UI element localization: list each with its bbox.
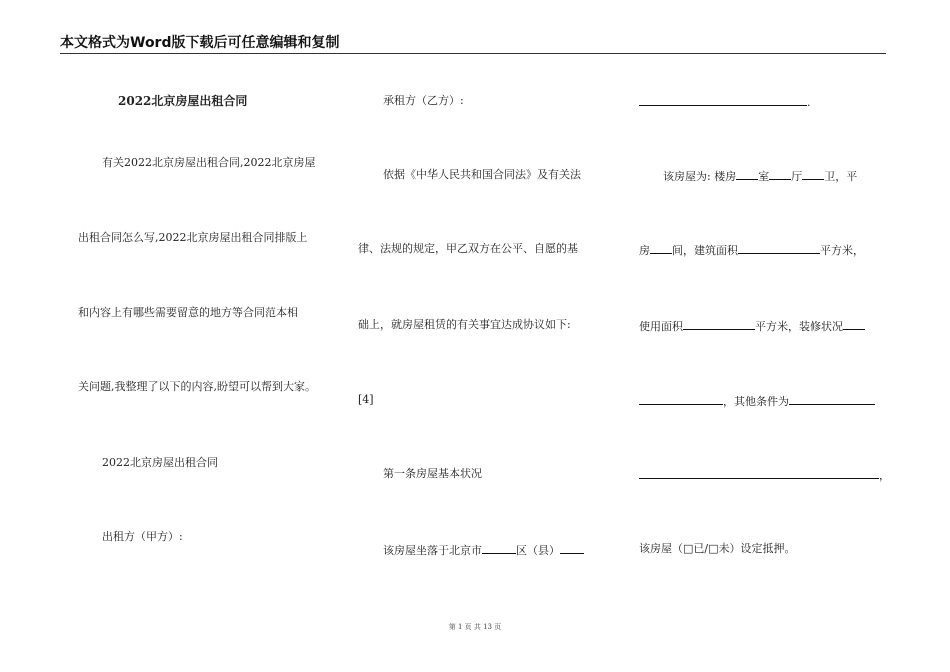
page-number: 第 1 页 共 13 页 [448, 623, 502, 631]
basis-line-2: 律、法规的规定，甲乙双方在公平、自愿的基 [358, 242, 578, 255]
contract-title: 2022北京房屋出租合同 [118, 94, 248, 108]
lessor-label: 出租方（甲方）: [102, 530, 183, 543]
bungalow-text: 房 [639, 244, 650, 257]
district-text: 区（县） [516, 544, 560, 557]
halls-text: 厅 [791, 170, 803, 183]
decoration-text: 平方米，装修状况 [755, 320, 843, 333]
lessee-label: 承租方（乙方）: [383, 94, 464, 107]
intro-line-4: 关问题,我整理了以下的内容,盼望可以帮到大家。 [78, 380, 316, 393]
conditions-cont-line [639, 467, 890, 483]
page-header [60, 35, 886, 54]
mortgage-line: 该房屋（□已/□未）设定抵押。 [639, 542, 796, 555]
baths-blank [802, 168, 824, 180]
intro-line-2: 出租合同怎么写,2022北京房屋出租合同排版上 [78, 231, 308, 244]
bungalow-rooms-blank [650, 242, 672, 254]
section-title: 2022北京房屋出租合同 [102, 456, 218, 469]
area-line [639, 242, 864, 258]
sqm-text: 平方米， [820, 244, 864, 257]
other-conditions-line [639, 393, 875, 409]
intro-line-3: 和内容上有哪些需要留意的地方等合同范本相 [78, 306, 298, 319]
lessee-blank [639, 94, 807, 106]
reference-marker: [4] [358, 393, 374, 406]
baths-text: 卫，平 [824, 170, 858, 183]
district-blank [482, 542, 516, 554]
building-area-text: 间，建筑面积 [672, 244, 738, 257]
conditions-cont-end: ， [879, 469, 890, 482]
decoration-cont-blank [639, 393, 723, 405]
usable-area-line [639, 318, 865, 334]
intro-line-1: 有关2022北京房屋出租合同,2022北京房屋 [102, 156, 316, 169]
location-text: 该房屋坐落于北京市 [383, 544, 482, 557]
address-blank [560, 542, 584, 554]
decoration-blank [843, 318, 865, 330]
rooms-text: 室 [758, 170, 770, 183]
halls-blank [769, 168, 791, 180]
building-area-blank [738, 242, 820, 254]
lessee-blank-line [639, 94, 811, 110]
location-line [383, 542, 584, 558]
conditions-cont-blank [639, 467, 879, 479]
basis-line-1: 依据《中华人民共和国合同法》及有关法 [383, 168, 581, 181]
usable-area-blank [683, 318, 755, 330]
basis-line-3: 础上，就房屋租赁的有关事宜达成协议如下: [358, 318, 571, 331]
header-title: 本文格式为Word版下载后可任意编辑和复制 [60, 35, 340, 51]
other-conditions-text: ，其他条件为 [723, 395, 789, 408]
lessee-blank-end: . [807, 96, 811, 109]
usable-area-text: 使用面积 [639, 320, 683, 333]
rooms-blank [736, 168, 758, 180]
house-type-line [663, 168, 857, 184]
article-1-title: 第一条房屋基本状况 [383, 467, 482, 480]
house-type-text: 该房屋为: 楼房 [663, 170, 737, 183]
other-conditions-blank [789, 393, 875, 405]
